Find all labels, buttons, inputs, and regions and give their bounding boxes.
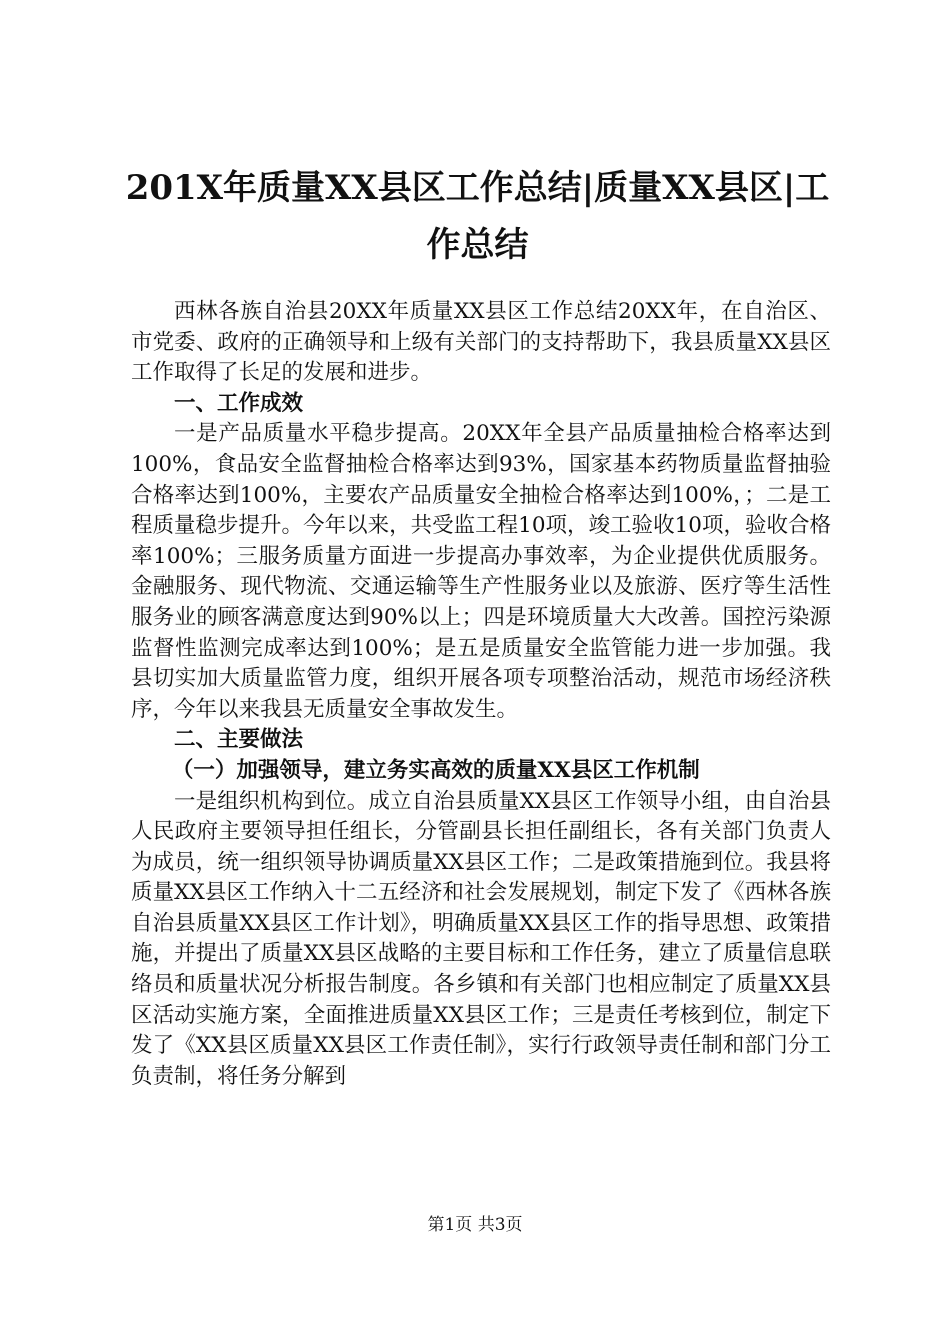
leadership-paragraph: 一是组织机构到位。成立自治县质量XX县区工作领导小组，由自治县人民政府主要领导担任组长，分管副县长担任副组长，各有关部门负责人为成员，统一组织领导协调质量XX县区工作；二是政策措施到位。我县将质量XX县区工作纳入十二五经济和社会发展规划，制定下发了《西林各族自治县质量XX县区工作计划》，明确质量XX县区工作的指导思想、政策措施，并提出了质量XX县区战略的主要目标和工作任务，建立了质量信息联络员和质量状况分析报告制度。各乡镇和有关部门也相应制定了质量XX县区活动实施方案，全面推进质量XX县区工作；三是责任考核到位，制定下发了《XX县区质量XX县区工作责任制》，实行行政领导责任制和部门分工负责制，将任务分解到 [131, 788, 831, 1089]
document-body [131, 297, 831, 1092]
intro-paragraph: 西林各族自治县20XX年质量XX县区工作总结20XX年，在自治区、市党委、政府的正确领导和上级有关部门的支持帮助下，我县质量XX县区工作取得了长足的发展和进步。 [131, 299, 831, 386]
page-number-footer: 第1页 共3页 [427, 1215, 523, 1235]
document-title: 201X年质量XX县区工作总结|质量XX县区|工作总结 [125, 168, 830, 265]
subsection-heading-leadership: （一）加强领导，建立务实高效的质量XX县区工作机制 [171, 757, 700, 783]
section-heading-methods: 二、主要做法 [174, 727, 304, 753]
achievements-paragraph: 一是产品质量水平稳步提高。20XX年全县产品质量抽检合格率达到100%，食品安全监督抽检合格率达到93%，国家基本药物质量监督抽验合格率达到100%，主要农产品质量安全抽检合格率达到100%，；二是工程质量稳步提升。今年以来，共受监工程10项，竣工验收10项，验收合格率100%；三服务质量方面进一步提高办事效率，为企业提供优质服务。金融服务、现代物流、交通运输等生产性服务业以及旅游、医疗等生活性服务业的顾客满意度达到90%以上；四是环境质量大大改善。国控污染源监督性监测完成率达到100%；是五是质量安全监管能力进一步加强。我县切实加大质量监管力度，组织开展各项专项整治活动，规范市场经济秩序，今年以来我县无质量安全事故发生。 [131, 421, 831, 722]
section-heading-achievements: 一、工作成效 [174, 390, 304, 416]
